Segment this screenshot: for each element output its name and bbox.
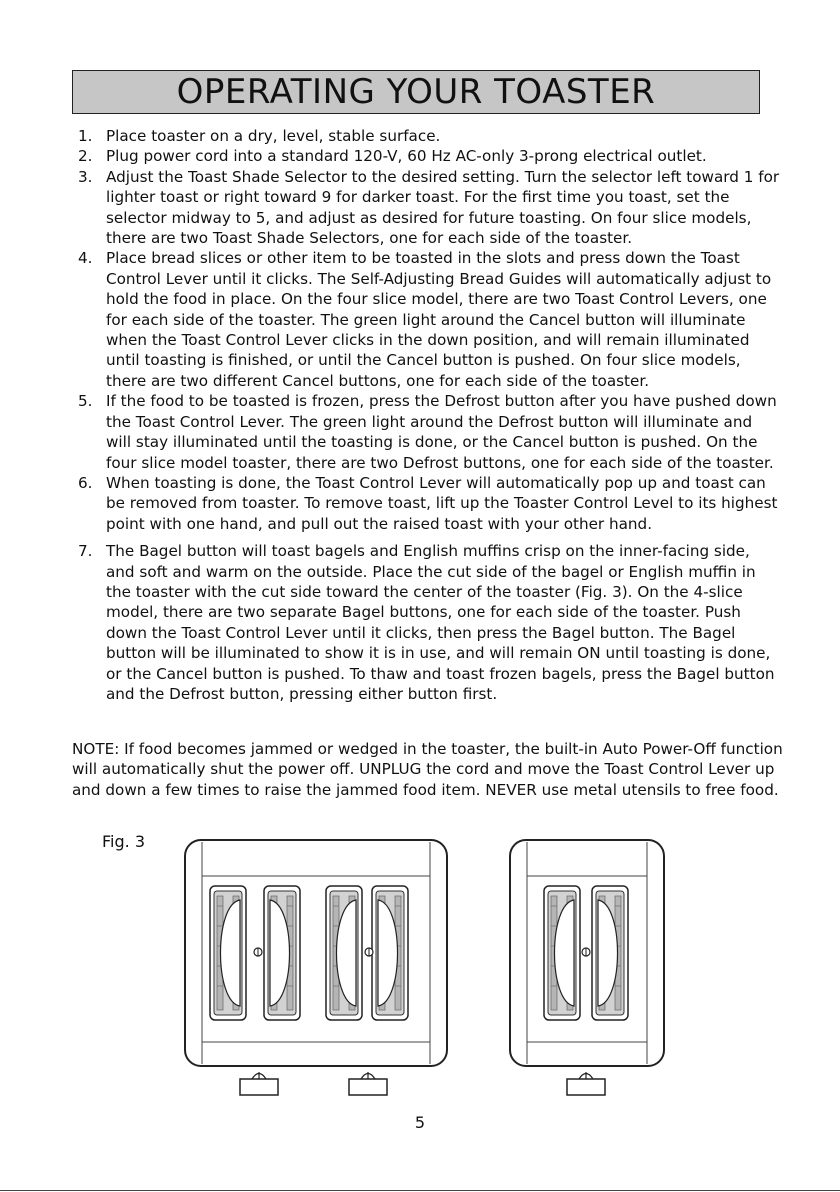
step-number: 1.	[78, 127, 93, 145]
figure-label: Fig. 3	[102, 832, 145, 851]
toast-slot	[544, 886, 580, 1020]
list-item	[78, 473, 780, 534]
step-text: If the food to be toasted is frozen, press the Defrost button after you have pushed down the Toast Control Lever. The green light around the Defrost button will illuminate and will stay illuminated until the toasting is done, or the Cancel button is pushed. On the four slice model toaster, there are two Defrost buttons, one for each side of the toaster.	[106, 392, 777, 472]
step-number: 3.	[78, 167, 93, 186]
list-item	[78, 126, 780, 146]
lever-icon	[567, 1072, 605, 1095]
toaster-figure	[180, 836, 680, 1098]
page-title: OPERATING YOUR TOASTER	[176, 72, 656, 112]
toast-slot	[210, 886, 246, 1020]
lever-icon	[240, 1072, 278, 1095]
toast-slot	[372, 886, 408, 1020]
four-slice-toaster	[185, 840, 447, 1095]
step-number: 2.	[78, 147, 93, 166]
step-number: 4.	[78, 249, 93, 268]
bottom-divider	[0, 1190, 840, 1191]
toast-slot	[592, 886, 628, 1020]
toast-slot	[264, 886, 300, 1020]
step-text: When toasting is done, the Toast Control Lever will automatically pop up and toast can be removed from toaster. To remove toast, lift up the Toaster Control Level to its highest point with one hand, and pull out the raised toast with your other hand.	[106, 473, 778, 533]
step-number: 7.	[78, 542, 93, 561]
list-item	[78, 541, 780, 704]
toast-slot	[326, 886, 362, 1020]
step-number: 6.	[78, 473, 93, 492]
list-item	[78, 248, 780, 391]
page-number: 5	[414, 1113, 426, 1132]
step-text: Place toaster on a dry, level, stable surface.	[106, 127, 441, 145]
step-text: The Bagel button will toast bagels and English muffins crisp on the inner-facing side, and soft and warm on the outside. Place the cut side of the bagel or English muffin in the toaster with the cut side toward the center of the toaster (Fig. 3). On the 4-slice model, there are two separate Bagel buttons, one for each side of the toaster. Push down the Toast Control Lever until it clicks, then press the Bagel button. The Bagel button will be illuminated to show it is in use, and will remain ON until toasting is done, or the Cancel button is pushed. To thaw and toast frozen bagels, press the Bagel button and the Defrost button, pressing either button first.	[106, 542, 775, 703]
step-text: Plug power cord into a standard 120-V, 60 Hz AC-only 3-prong electrical outlet.	[106, 147, 707, 166]
step-text: Adjust the Toast Shade Selector to the desired setting. Turn the selector left toward 1 for lighter toast or right toward 9 for darker toast. For the first time you toast, set the selector midway to 5, and adjust as desired for future toasting. On four slice models, there are two Toast Shade Selectors, one for each side of the toaster.	[106, 167, 780, 248]
list-item	[78, 146, 780, 166]
instruction-list	[78, 126, 780, 704]
lever-icon	[349, 1072, 387, 1095]
title-banner	[72, 70, 760, 114]
list-item	[78, 167, 780, 249]
list-item	[78, 391, 780, 473]
note-paragraph: NOTE: If food becomes jammed or wedged in the toaster, the built-in Auto Power-Off function will automatically shut the power off. UNPLUG the cord and move the Toast Control Lever up and down a few times to raise the jammed food item. NEVER use metal utensils to free food.	[72, 740, 783, 799]
two-slice-toaster	[510, 840, 664, 1095]
step-text: Place bread slices or other item to be toasted in the slots and press down the Toast Control Lever until it clicks. The Self-Adjusting Bread Guides will automatically adjust to hold the food in place. On the four slice model, there are two Toast Control Levers, one for each side of the toaster. The green light around the Cancel button will illuminate when the Toast Control Lever clicks in the down position, and will remain illuminated until toasting is finished, or until the Cancel button is pushed. On four slice models, there are two different Cancel buttons, one for each side of the toaster.	[106, 249, 772, 390]
step-number: 5.	[78, 392, 93, 411]
